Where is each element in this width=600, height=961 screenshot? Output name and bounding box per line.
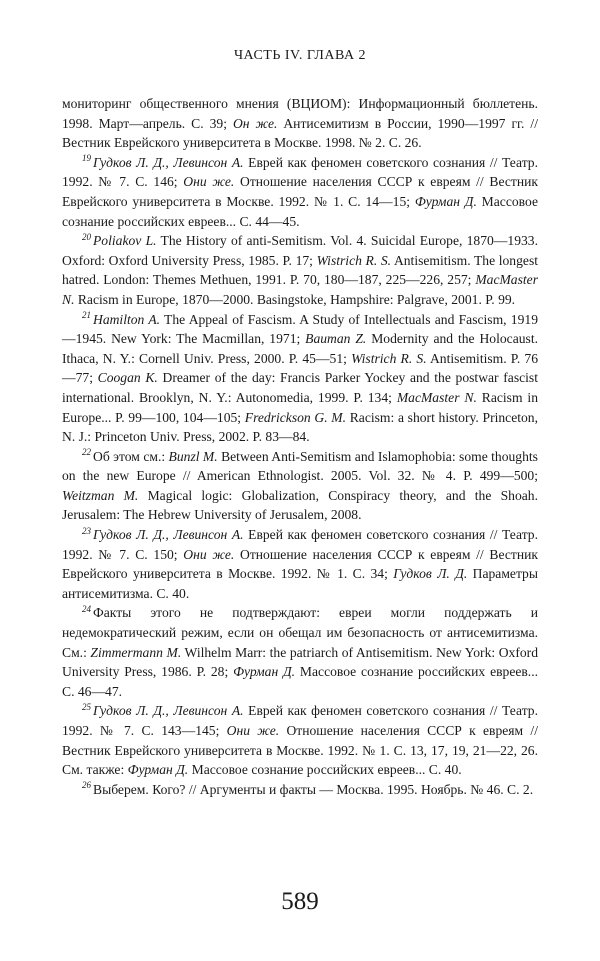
note-text: Dreamer of the day: Francis Parker Yockey and the postwar fascist international. Brooklyn, N. Y.: Autonomedia, 1999. P. 134; bbox=[62, 370, 538, 405]
author-name: Они же. bbox=[183, 174, 235, 190]
note-text: Wilhelm Marr: the patriarch of Antisemitism. New York: Oxford University Press, 1986. P. 28; bbox=[62, 644, 538, 680]
note-text: Массовое сознание российских евреев... С. 40. bbox=[188, 762, 462, 778]
page-number: 589 bbox=[281, 888, 319, 915]
note-text: Racism: a short history. Princeton, N. J.: Princeton Univ. Press, 2002. P. 83—84. bbox=[62, 409, 539, 445]
author-name: Фурман Д. bbox=[414, 193, 477, 209]
endnote-19 bbox=[62, 153, 538, 231]
endnote-number: 19 bbox=[82, 153, 91, 164]
note-text: Отношение населения СССР к евреям // Вестник Еврейского университета в Москве. 1992. № 1. С. 14—15; bbox=[62, 174, 538, 209]
author-name: Гудков Л. Д. bbox=[393, 566, 468, 582]
note-text: Отношение населения СССР к евреям // Вестник Еврейского университета в Москве. 1992. № 1. С. 13, 17, 19, 21—22, 26. См. также: bbox=[62, 723, 538, 778]
note-text: Еврей как феномен советского сознания // Театр. 1992. № 7. С. 143—145; bbox=[62, 703, 538, 738]
author-name: Он же. bbox=[232, 115, 278, 131]
endnote-number: 22 bbox=[82, 447, 91, 458]
endnote-21 bbox=[62, 310, 538, 447]
author-name: Фурман Д. bbox=[233, 664, 296, 680]
note-text: Факты этого не подтверждают: евреи могли поддержать и недемократический режим, если он обещал им безопасность от антисемитизма. См.: bbox=[62, 605, 538, 660]
note-text: Выберем. Кого? // Аргументы и факты — Москва. 1995. Ноябрь. № 46. С. 2. bbox=[93, 781, 534, 797]
endnote-20 bbox=[62, 231, 538, 309]
author-name: Fredrickson G. M. bbox=[244, 409, 347, 425]
endnote-23 bbox=[62, 525, 538, 603]
note-text: Еврей как феномен советского сознания // Театр. 1992. № 7. С. 150; bbox=[62, 527, 538, 562]
endnote-number: 25 bbox=[82, 701, 91, 712]
note-text: The History of anti-Semitism. Vol. 4. Suicidal Europe, 1870—1933. Oxford: Oxford University Press, 1985. P. 17; bbox=[62, 233, 538, 268]
note-text: Antisemitism. P. 76—77; bbox=[62, 350, 538, 386]
author-name: Weitzman M. bbox=[62, 487, 139, 503]
endnotes-list bbox=[62, 94, 538, 799]
author-name: Bauman Z. bbox=[305, 331, 367, 347]
author-name: MacMaster N. bbox=[62, 272, 538, 307]
note-text: Racism in Europe... P. 99—100, 104—105; bbox=[62, 389, 538, 425]
note-text: Отношение населения СССР к евреям // Вестник Еврейского университета в Москве. 1992. № 1. С. 34; bbox=[62, 546, 538, 582]
endnote-continuation bbox=[62, 94, 538, 153]
note-text: Magical logic: Globalization, Conspiracy theory, and the Shoah. Jerusalem: The Hebrew University of Jerusalem, 2008. bbox=[62, 487, 538, 523]
note-text: Racism in Europe, 1870—2000. Basingstoke, Hampshire: Palgrave, 2001. P. 99. bbox=[74, 291, 516, 307]
note-text: Еврей как феномен советского сознания // Театр. 1992. № 7. С. 146; bbox=[62, 154, 538, 190]
running-head: ЧАСТЬ IV. ГЛАВА 2 bbox=[233, 48, 367, 63]
note-text: Antisemitism. The longest hatred. London: Themes Methuen, 1991. P. 70, 180—187, 225—226, 257; bbox=[62, 252, 539, 288]
author-name: Bunzl M. bbox=[168, 448, 218, 464]
author-name: Фурман Д. bbox=[127, 762, 189, 778]
author-name: Они же. bbox=[226, 723, 280, 738]
note-text: Об этом см.: bbox=[93, 448, 169, 464]
note-text: Антисемитизм в России, 1990—1997 гг. // Вестник Еврейского университета в Москве. 1998. № 2. С. 26. bbox=[62, 115, 538, 151]
note-text: Modernity and the Holocaust. Ithaca, N. Y.: Cornell Univ. Press, 2000. P. 45—51; bbox=[62, 331, 538, 366]
author-name: Гудков Л. Д., Левинсон А. bbox=[93, 527, 244, 543]
author-name: MacMaster N. bbox=[396, 389, 477, 405]
note-text: Массовое сознание российских евреев... С. 44—45. bbox=[62, 193, 538, 229]
author-name: Гудков Л. Д., Левинсон А. bbox=[93, 703, 244, 719]
author-name: Wistrich R. S. bbox=[351, 350, 427, 366]
note-text: The Appeal of Fascism. A Study of Intellectuals and Fascism, 1919—1945. New York: The Macmillan, 1971; bbox=[62, 311, 538, 347]
note-text: Параметры антисемитизма. С. 40. bbox=[62, 566, 538, 601]
endnote-number: 26 bbox=[82, 780, 91, 791]
note-text: мониторинг общественного мнения (ВЦИОМ): Информационный бюллетень. 1998. Март—апрель. С. 39; bbox=[62, 96, 538, 131]
endnote-26 bbox=[62, 780, 538, 800]
endnote-22 bbox=[62, 447, 538, 525]
author-name: Poliakov L. bbox=[93, 233, 157, 249]
endnote-25 bbox=[62, 701, 538, 779]
author-name: Wistrich R. S. bbox=[316, 252, 392, 268]
author-name: Zimmermann M. bbox=[90, 644, 182, 660]
endnote-24 bbox=[62, 603, 538, 701]
author-name: Coogan K. bbox=[97, 370, 158, 386]
author-name: Гудков Л. Д., Левинсон А. bbox=[93, 154, 244, 170]
endnote-number: 24 bbox=[82, 603, 91, 614]
endnote-number: 23 bbox=[82, 525, 91, 536]
author-name: Hamilton A. bbox=[93, 311, 161, 327]
note-text: Массовое сознание российских евреев... С. 46—47. bbox=[62, 664, 538, 699]
author-name: Они же. bbox=[183, 546, 235, 562]
endnote-number: 20 bbox=[82, 231, 91, 242]
endnote-number: 21 bbox=[82, 310, 91, 320]
note-text: Between Anti-Semitism and Islamophobia: some thoughts on the new Europe // American Ethnologist. 2005. Vol. 32. № 4. P. 499—500; bbox=[62, 448, 538, 484]
